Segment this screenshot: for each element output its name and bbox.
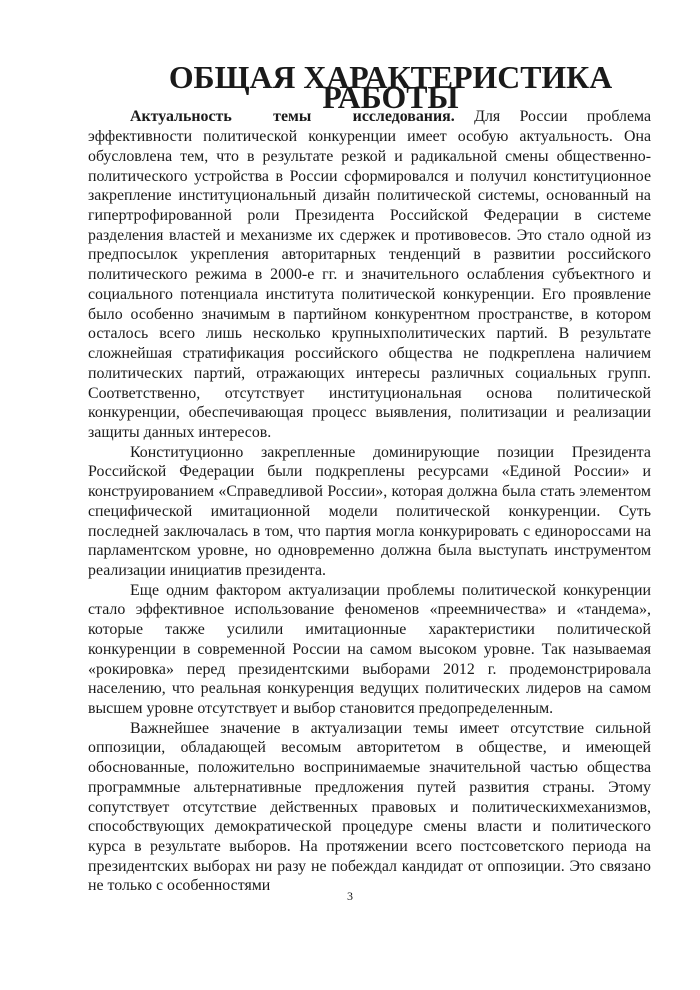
paragraph-lead: Актуальность темы исследования. — [130, 108, 455, 126]
document-page — [88, 60, 651, 896]
paragraph-constitutional-positions — [88, 443, 651, 581]
paragraph-text: Еще одним фактором актуализации проблемы политической конкуренции стало эффективное использование феноменов «преемничества» и «тандема», которые также усилили имитационные характеристики политической конкуренции в современной России на самом высоком уровне. Так называемая «рокировка» перед президентскими выборами 2012 г. продемонстрировала населению, что реальная конкуренция ведущих политических лидеров на самом высшем уровне отсутствует и выбор становится предопределенным. — [88, 581, 651, 717]
paragraph-text: Важнейшее значение в актуализации темы имеет отсутствие сильной оппозиции, обладающей весомым авторитетом в обществе, и имеющей обоснованные, положительно воспринимаемые значительной частью общества программные альтернативные предложения путей развития страны. Этому сопутствует отсутствие действенных правовых и политическихмеханизмов, способствующих демократической процедуре смены власти и политического курса в результате выборов. На протяжении всего постсоветского периода на президентских выборах ни разу не побеждал кандидат от оппозиции. Это связано не только с особенностями — [88, 719, 651, 895]
paragraph-opposition — [88, 719, 651, 896]
paragraph-succession-tandem — [88, 581, 651, 719]
paragraph-relevance — [88, 107, 651, 442]
document-heading: ОБЩАЯ ХАРАКТЕРИСТИКА РАБОТЫ — [168, 60, 613, 115]
paragraph-text: Конституционно закрепленные доминирующие позиции Президента Российской Федерации были подкреплены ресурсами «Единой России» и конструированием «Справедливой России», которая должна была стать элементом специфической имитационной модели политической конкуренции. Суть последней заключалась в том, что партия могла конкурировать с единороссами на парламентском уровне, но одновременно должна была выступать инструментом реализации инициатив президента. — [88, 443, 651, 579]
paragraph-text: Для России проблема эффективности политической конкуренции имеет особую актуальность. Она обусловлена тем, что в результате резкой и радикальной смены общественно-политического устройства в России сформировался и получил конституционное закрепление институциональный дизайн политической системы, основанный на гипертрофированной роли Президента Российской Федерации в системе разделения властей и механизме их сдержек и противовесов. Это стало одной из предпосылок укрепления авторитарных тенденций в развитии российского политического режима в 2000-е гг. и значительного ослабления субъектного и социального потенциала института политической конкуренции. Его проявление было особенно значимым в партийном конкурентном пространстве, в котором осталось всего лишь несколько крупныхполитических партий. В результате сложнейшая стратификация российского общества не подкреплена наличием политических партий, отражающих интересы различных социальных групп. Соответственно, отсутствует институциональная основа политической конкуренции, обеспечивающая процесс выявления, политизации и реализации защиты данных интересов. — [88, 108, 651, 441]
page-number: 3 — [347, 889, 353, 903]
